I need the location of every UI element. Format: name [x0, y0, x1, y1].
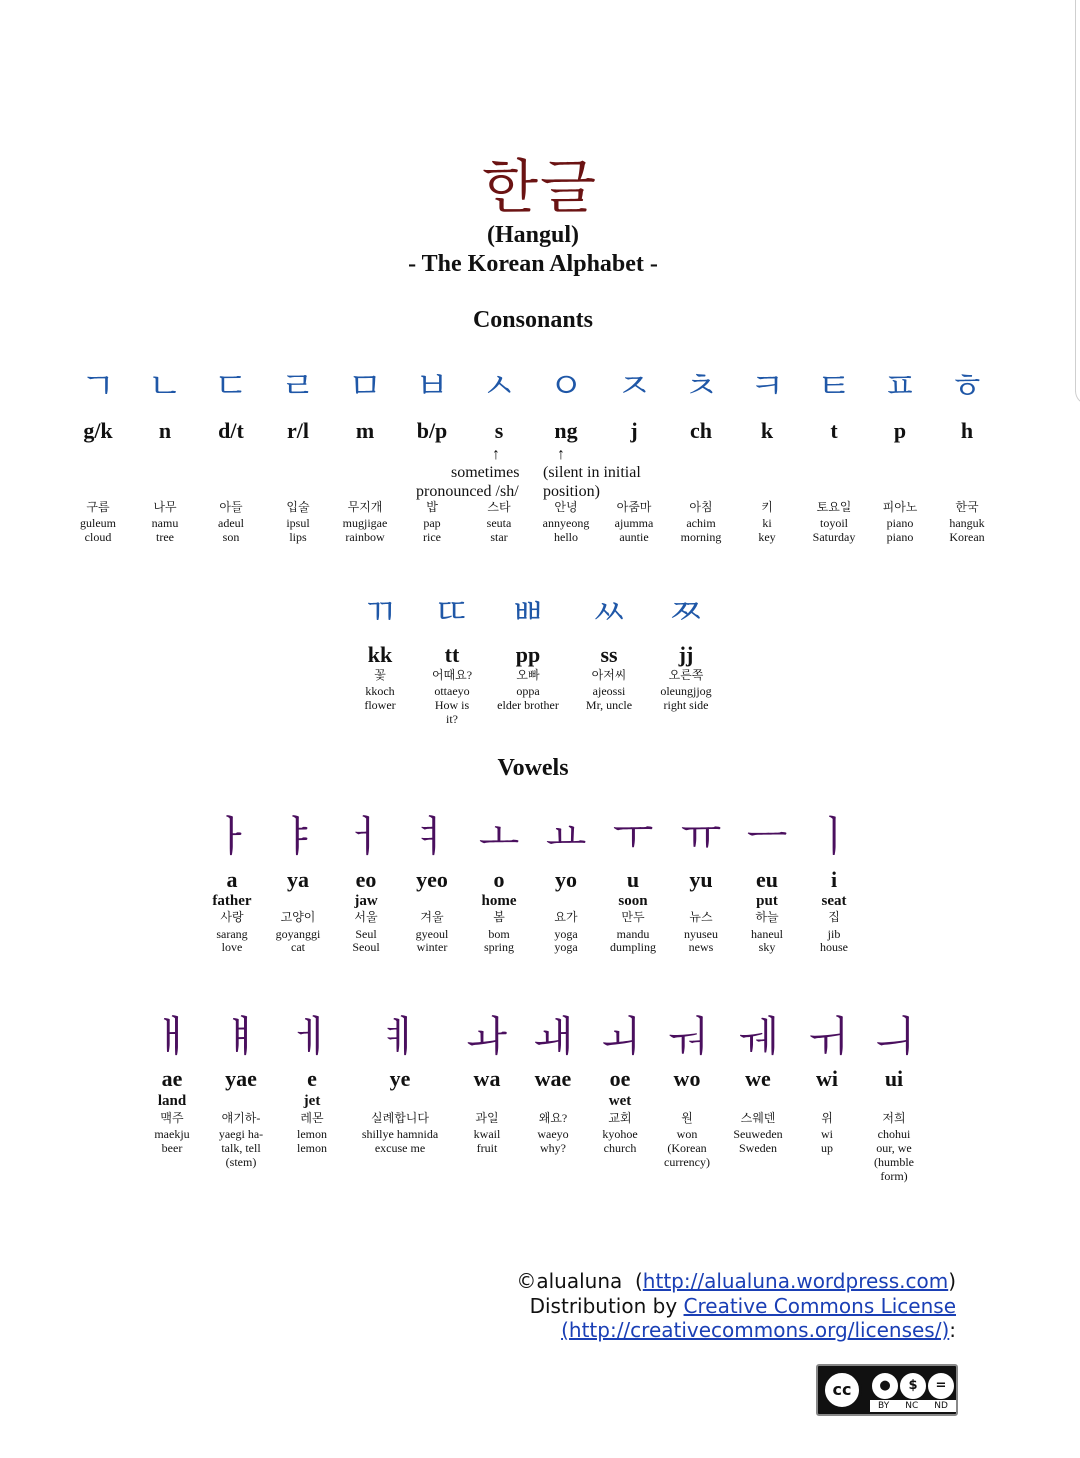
consonant-glyph: ㄹ: [280, 366, 316, 407]
consonant-example-hangul: 무지개: [347, 500, 383, 514]
cc-badge-labels: [870, 1400, 956, 1412]
consonant-example-romanization: namu: [151, 516, 179, 530]
consonant-example-hangul: 키: [761, 500, 773, 514]
vowel-example-hangul: 집: [828, 910, 840, 924]
compound-vowel-romanization: yae: [225, 1066, 257, 1091]
consonant-example-romanization: toyoil: [819, 516, 849, 530]
vowel-glyph: ㅡ: [746, 812, 788, 861]
double-consonant-glyph: ㅆ: [591, 592, 627, 633]
consonant-example-hangul: 밥: [426, 500, 438, 514]
vowel-example-meaning: cat: [291, 940, 305, 954]
double-example-hangul: 오빠: [516, 668, 540, 682]
consonant-example-meaning: morning: [680, 530, 722, 544]
double-example-romanization: oppa: [516, 684, 540, 698]
compound-vowel-glyph: ㅝ: [666, 1012, 708, 1061]
compound-example-meaning-cont: (humble: [874, 1155, 914, 1169]
consonant-example-meaning: star: [490, 530, 508, 544]
double-example-meaning: Mr, uncle: [585, 698, 633, 712]
consonant-example-hangul: 나무: [153, 500, 177, 514]
consonant-example-meaning: rice: [423, 530, 441, 544]
consonant-romanization: k: [760, 418, 774, 443]
compound-vowel-glyph: ㅔ: [291, 1012, 333, 1061]
title-subtitle: - The Korean Alphabet -: [408, 251, 658, 277]
compound-vowel-glyph: ㅐ: [151, 1012, 193, 1061]
vowel-glyph: ㅠ: [680, 812, 722, 861]
double-consonant-glyph: ㄸ: [434, 592, 470, 633]
consonant-example-meaning: lips: [289, 530, 307, 544]
consonant-glyph: ㅍ: [882, 366, 918, 407]
double-example-meaning: flower: [364, 698, 396, 712]
compound-vowel-romanization: wa: [473, 1066, 501, 1091]
consonant-romanization: b/p: [416, 418, 448, 443]
vowel-example-meaning: house: [820, 940, 848, 954]
vowel-example-hangul: 뉴스: [689, 910, 713, 924]
compound-example-hangul: 얘기하-: [221, 1111, 261, 1125]
cc-license-badge[interactable]: [816, 1364, 958, 1416]
vowel-example-romanization: bom: [488, 927, 510, 941]
consonant-example-hangul: 스타: [487, 500, 511, 514]
compound-example-romanization: Seuweden: [733, 1127, 783, 1141]
compound-example-meaning: church: [603, 1141, 637, 1155]
consonant-example-romanization: ajumma: [614, 516, 654, 530]
compound-vowel-glyph: ㅟ: [806, 1012, 848, 1061]
compound-vowel-romanization: ui: [884, 1066, 904, 1091]
compound-vowel-glyph: ㅙ: [532, 1012, 574, 1061]
vowel-romanization: yeo: [416, 867, 448, 892]
compound-example-meaning: Sweden: [739, 1141, 777, 1155]
vowel-english-example: home: [481, 893, 517, 909]
compound-vowel-glyph: ㅒ: [220, 1012, 262, 1061]
vowel-english-example: soon: [618, 893, 648, 909]
compound-vowel-english-example: jet: [303, 1093, 321, 1109]
consonant-example-hangul: 아줌마: [616, 500, 652, 514]
vowel-example-hangul: 서울: [354, 910, 378, 924]
double-consonant-romanization: jj: [678, 642, 694, 667]
consonant-romanization: ng: [554, 418, 578, 443]
double-consonant-romanization: kk: [367, 642, 393, 667]
compound-example-hangul: 맥주: [160, 1111, 184, 1125]
consonant-romanization: p: [893, 418, 907, 443]
compound-example-meaning: (Korean: [667, 1141, 707, 1155]
license-url-link[interactable]: (http://creativecommons.org/licenses/): [561, 1318, 950, 1342]
compound-example-hangul: 실례합니다: [371, 1111, 429, 1125]
note-s-line1: sometimes: [451, 464, 520, 481]
consonant-glyph: ㅎ: [949, 366, 985, 407]
vowel-example-meaning: spring: [484, 940, 514, 954]
vowel-example-meaning: yoga: [554, 940, 578, 954]
consonant-example-romanization: hanguk: [949, 516, 985, 530]
vowel-example-romanization: gyeoul: [415, 927, 449, 941]
vowel-example-hangul: 만두: [621, 910, 645, 924]
double-consonant-romanization: pp: [515, 642, 541, 667]
section-consonants: Consonants: [472, 307, 594, 333]
vowel-example-romanization: sarang: [216, 927, 248, 941]
compound-example-meaning: talk, tell: [221, 1141, 261, 1155]
vowel-romanization: ya: [287, 867, 309, 892]
compound-example-hangul: 원: [681, 1111, 693, 1125]
compound-vowel-romanization: e: [307, 1066, 317, 1091]
compound-example-romanization: shillye hamnida: [361, 1127, 439, 1141]
title-korean: 한글: [481, 155, 599, 220]
vowel-romanization: a: [226, 867, 238, 892]
vowel-glyph: ㅓ: [345, 812, 387, 861]
consonant-glyph: ㅇ: [548, 366, 584, 407]
vowel-example-romanization: mandu: [616, 927, 650, 941]
consonant-romanization: n: [158, 418, 172, 443]
consonant-romanization: r/l: [287, 418, 309, 443]
vowel-romanization: yu: [689, 867, 713, 892]
consonant-example-meaning: auntie: [619, 530, 649, 544]
note-ng-line1: (silent in initial: [543, 464, 641, 481]
double-example-meaning-cont: it?: [446, 712, 458, 726]
compound-example-meaning: why?: [540, 1141, 566, 1155]
vowel-example-romanization: haneul: [751, 927, 783, 941]
compound-vowel-glyph: ㅚ: [599, 1012, 641, 1061]
nc-label: NC: [905, 1401, 919, 1411]
consonant-glyph: ㅁ: [347, 366, 383, 407]
double-example-romanization: ottaeyo: [434, 684, 470, 698]
title-hangul: (Hangul): [486, 222, 579, 248]
vowel-example-hangul: 겨울: [420, 910, 444, 924]
double-consonant-glyph: ㅉ: [668, 592, 704, 633]
vowel-example-romanization: goyanggi: [275, 927, 321, 941]
vowel-glyph: ㅛ: [545, 812, 587, 861]
compound-example-romanization: maekju: [154, 1127, 190, 1141]
compound-example-hangul: 레몬: [300, 1111, 324, 1125]
consonant-romanization: j: [630, 418, 638, 443]
copyright: ©alualuna: [516, 1269, 623, 1293]
compound-vowel-glyph: ㅢ: [873, 1012, 915, 1061]
compound-vowel-romanization: wi: [816, 1066, 838, 1091]
compound-example-meaning: fruit: [476, 1141, 498, 1155]
double-example-romanization: ajeossi: [592, 684, 626, 698]
compound-vowel-romanization: oe: [609, 1066, 631, 1091]
double-example-hangul: 오른쪽: [668, 668, 704, 682]
attribution-icon: ●: [870, 1371, 900, 1401]
vowel-glyph: ㅣ: [813, 812, 855, 861]
footer-license-url-line: [561, 1318, 956, 1342]
vowel-example-hangul: 사랑: [220, 910, 244, 924]
consonant-glyph: ㅌ: [816, 366, 852, 407]
vowel-example-hangul: 고양이: [280, 910, 316, 924]
compound-example-hangul: 과일: [475, 1111, 499, 1125]
compound-example-romanization: wi: [821, 1127, 833, 1141]
arrow-s: ↑: [492, 446, 500, 463]
consonant-glyph: ㄱ: [80, 366, 116, 407]
license-link[interactable]: Creative Commons License: [683, 1294, 956, 1318]
by-label: BY: [878, 1401, 890, 1411]
compound-example-meaning-cont: (stem): [225, 1155, 257, 1169]
compound-example-meaning: up: [821, 1141, 833, 1155]
compound-example-romanization: yaegi ha-: [218, 1127, 264, 1141]
vowel-glyph: ㅏ: [211, 812, 253, 861]
consonant-example-romanization: guleum: [80, 516, 116, 530]
colon: :: [949, 1318, 956, 1342]
noderivs-icon: =: [926, 1371, 956, 1401]
compound-example-meaning: our, we: [876, 1141, 912, 1155]
consonant-example-romanization: adeul: [218, 516, 244, 530]
consonant-example-meaning: Saturday: [812, 530, 856, 544]
compound-vowel-glyph: ㅞ: [737, 1012, 779, 1061]
paren-close: ): [948, 1269, 956, 1293]
arrow-ng: ↑: [557, 446, 565, 463]
consonant-example-romanization: pap: [423, 516, 441, 530]
section-vowels: Vowels: [497, 755, 569, 781]
vowel-example-meaning: Seoul: [352, 940, 380, 954]
consonant-romanization: m: [355, 418, 375, 443]
nd-label: ND: [934, 1401, 948, 1411]
consonant-romanization: s: [494, 418, 504, 443]
compound-example-meaning-cont2: form): [880, 1169, 908, 1183]
consonant-example-romanization: achim: [686, 516, 716, 530]
vowel-romanization: eo: [355, 867, 377, 892]
vowel-romanization: u: [626, 867, 640, 892]
consonant-example-meaning: cloud: [84, 530, 112, 544]
double-example-meaning: elder brother: [497, 698, 559, 712]
footer-distribution-line: [530, 1294, 956, 1318]
consonant-example-romanization: mugjigae: [342, 516, 388, 530]
consonant-example-hangul: 아들: [219, 500, 243, 514]
vowel-example-romanization: Seul: [355, 927, 377, 941]
distribution-text: Distribution by: [529, 1294, 684, 1318]
double-example-meaning: right side: [663, 698, 709, 712]
compound-example-meaning: excuse me: [374, 1141, 426, 1155]
vowel-example-meaning: sky: [758, 940, 776, 954]
compound-example-romanization: waeyo: [537, 1127, 569, 1141]
cc-icon: cc: [822, 1370, 862, 1410]
vowel-glyph: ㅑ: [277, 812, 319, 861]
consonant-romanization: ch: [690, 418, 712, 443]
compound-vowel-glyph: ㅘ: [466, 1012, 508, 1061]
compound-vowel-glyph: ㅖ: [379, 1012, 421, 1061]
footer-copyright-line: [516, 1269, 956, 1293]
double-example-hangul: 꽃: [374, 668, 386, 682]
compound-vowel-romanization: wae: [534, 1066, 572, 1091]
consonant-glyph: ㄷ: [213, 366, 249, 407]
double-example-meaning: How is: [434, 698, 470, 712]
double-example-romanization: kkoch: [365, 684, 395, 698]
compound-example-romanization: chohui: [877, 1127, 911, 1141]
double-consonant-romanization: tt: [444, 642, 460, 667]
consonant-example-romanization: annyeong: [542, 516, 590, 530]
vowel-romanization: i: [830, 867, 838, 892]
consonant-example-hangul: 아침: [689, 500, 713, 514]
compound-vowel-english-example: land: [157, 1093, 187, 1109]
double-consonant-glyph: ㅃ: [510, 592, 546, 633]
vowel-example-meaning: winter: [416, 940, 448, 954]
double-consonant-romanization: ss: [600, 642, 618, 667]
vowel-english-example: put: [756, 893, 778, 909]
consonant-example-hangul: 입술: [286, 500, 310, 514]
vowel-glyph: ㅜ: [612, 812, 654, 861]
consonant-example-hangul: 토요일: [816, 500, 852, 514]
consonant-example-meaning: Korean: [949, 530, 985, 544]
consonant-example-romanization: ipsul: [286, 516, 310, 530]
consonant-example-romanization: ki: [762, 516, 772, 530]
consonant-example-meaning: piano: [886, 530, 914, 544]
consonant-example-meaning: hello: [554, 530, 578, 544]
consonant-example-romanization: piano: [886, 516, 914, 530]
compound-vowel-romanization: ye: [389, 1066, 411, 1091]
compound-example-hangul: 교회: [608, 1111, 632, 1125]
vowel-example-hangul: 하늘: [755, 910, 779, 924]
vowel-example-hangul: 봄: [493, 910, 505, 924]
scrollbar-edge: [1075, 382, 1080, 405]
vowel-example-romanization: nyuseu: [684, 927, 718, 941]
note-s-line2: pronounced /sh/: [416, 483, 519, 500]
compound-example-hangul: 위: [821, 1111, 833, 1125]
double-example-romanization: oleungjjog: [660, 684, 712, 698]
compound-example-meaning-cont: currency): [664, 1155, 710, 1169]
consonant-example-romanization: seuta: [486, 516, 512, 530]
consonant-example-meaning: rainbow: [345, 530, 385, 544]
vowel-glyph: ㅗ: [478, 812, 520, 861]
vowel-english-example: seat: [821, 893, 847, 909]
consonant-example-hangul: 한국: [955, 500, 979, 514]
vowel-example-meaning: news: [688, 940, 714, 954]
consonant-example-hangul: 피아노: [882, 500, 918, 514]
compound-example-hangul: 왜요?: [538, 1111, 568, 1125]
consonant-example-meaning: son: [222, 530, 240, 544]
double-example-hangul: 아저씨: [591, 668, 627, 682]
vowel-glyph: ㅕ: [411, 812, 453, 861]
vowel-example-meaning: dumpling: [609, 940, 657, 954]
vowel-english-example: father: [212, 893, 252, 909]
consonant-glyph: ㅅ: [481, 366, 517, 407]
vowel-english-example: jaw: [354, 893, 378, 909]
compound-example-romanization: kyohoe: [602, 1127, 638, 1141]
double-consonant-glyph: ㄲ: [362, 592, 398, 633]
compound-vowel-english-example: wet: [608, 1093, 632, 1109]
consonant-glyph: ㅈ: [616, 366, 652, 407]
consonant-romanization: t: [830, 418, 838, 443]
consonant-glyph: ㅊ: [683, 366, 719, 407]
consonant-romanization: d/t: [218, 418, 244, 443]
compound-example-meaning: lemon: [297, 1141, 327, 1155]
compound-example-hangul: 스웨덴: [740, 1111, 776, 1125]
consonant-example-hangul: 안녕: [554, 500, 578, 514]
vowel-example-romanization: yoga: [554, 927, 578, 941]
consonant-glyph: ㅂ: [414, 366, 450, 407]
vowel-romanization: yo: [555, 867, 577, 892]
compound-example-meaning: beer: [161, 1141, 183, 1155]
vowel-example-meaning: love: [221, 940, 243, 954]
double-example-hangul: 어때요?: [431, 668, 473, 682]
consonant-example-meaning: tree: [156, 530, 174, 544]
vowel-example-hangul: 요가: [554, 910, 578, 924]
consonant-example-meaning: key: [758, 530, 776, 544]
note-ng-line2: position): [543, 483, 600, 500]
compound-example-romanization: won: [676, 1127, 698, 1141]
vowel-romanization: eu: [756, 867, 778, 892]
consonant-romanization: g/k: [83, 418, 113, 443]
consonant-example-hangul: 구름: [86, 500, 110, 514]
site-link[interactable]: http://alualuna.wordpress.com: [642, 1269, 949, 1293]
consonant-romanization: h: [960, 418, 974, 443]
compound-vowel-romanization: wo: [673, 1066, 701, 1091]
compound-vowel-romanization: ae: [161, 1066, 183, 1091]
compound-vowel-romanization: we: [745, 1066, 771, 1091]
noncommercial-icon: $: [898, 1371, 928, 1401]
compound-example-romanization: lemon: [297, 1127, 327, 1141]
compound-example-hangul: 저희: [882, 1111, 906, 1125]
vowel-example-romanization: jib: [827, 927, 841, 941]
paren-open: (: [634, 1269, 643, 1293]
consonant-glyph: ㅋ: [749, 366, 785, 407]
vowel-romanization: o: [493, 867, 505, 892]
consonant-glyph: ㄴ: [147, 366, 183, 407]
compound-example-romanization: kwail: [473, 1127, 501, 1141]
